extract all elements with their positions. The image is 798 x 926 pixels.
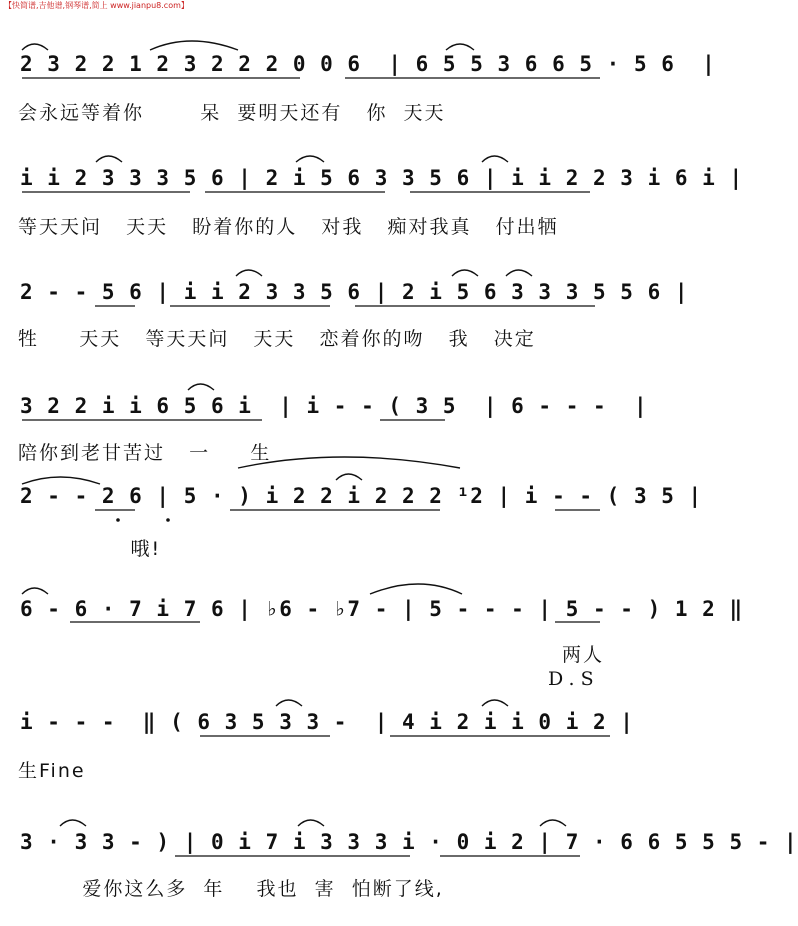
- notation-row-2: i i 2 3 3 3 5 6 | 2 i 5 6 3 3 5 6 | i i 2 2 3 i 6 i |: [20, 166, 744, 190]
- lyrics-row-3: 牲 天天 等天天问 天天 恋着你的吻 我 决定: [18, 328, 536, 350]
- notation-row-8: 3 · 3 3 - ) | 0 i 7 i 3 3 3 i · 0 i 2 | 7 · 6 6 5 5 5 - |: [20, 830, 798, 854]
- notation-row-1: 2 3 2 2 1 2 3 2 2 2 0 0 6 | 6 5 5 3 6 6 5 · 5 6 |: [20, 52, 716, 76]
- notation-row-6: 6 - 6 · 7 i 7 6 | ♭6 - ♭7 - | 5 - - - | 5 - - ) 1 2 ‖: [20, 597, 744, 621]
- lyrics-row-5: 哦!: [18, 538, 162, 560]
- lyric-liangren: 两人: [562, 644, 605, 666]
- notation-row-5: 2 - - 2 6 | 5 · ) i 2 2 i 2 2 2 ¹2 | i - - ( 3 5 |: [20, 484, 703, 508]
- lyrics-row-1: 会永远等着你 呆 要明天还有 你 天天: [18, 102, 446, 124]
- ds-marking: D.S: [548, 668, 600, 690]
- notation-row-3: 2 - - 5 6 | i i 2 3 3 5 6 | 2 i 5 6 3 3 3 5 5 6 |: [20, 280, 689, 304]
- notation-row-4: 3 2 2 i i 6 5 6 i | i - - ( 3 5 | 6 - - - |: [20, 394, 648, 418]
- lyrics-row-8: 爱你这么多 年 我也 害 怕断了线,: [18, 878, 444, 900]
- lyrics-row-2: 等天天问 天天 盼着你的人 对我 痴对我真 付出牺: [18, 216, 559, 238]
- lyrics-row-4: 陪你到老甘苦过 一 生: [18, 442, 272, 464]
- watermark: 【快简谱,吉他谱,钢琴谱,简上 www.jianpu8.com】: [4, 1, 189, 10]
- lyrics-row-7: 生Fine: [18, 760, 86, 782]
- notation-row-7: i - - - ‖ ( 6 3 5 3 3 - | 4 i 2 i i 0 i 2 |: [20, 710, 634, 734]
